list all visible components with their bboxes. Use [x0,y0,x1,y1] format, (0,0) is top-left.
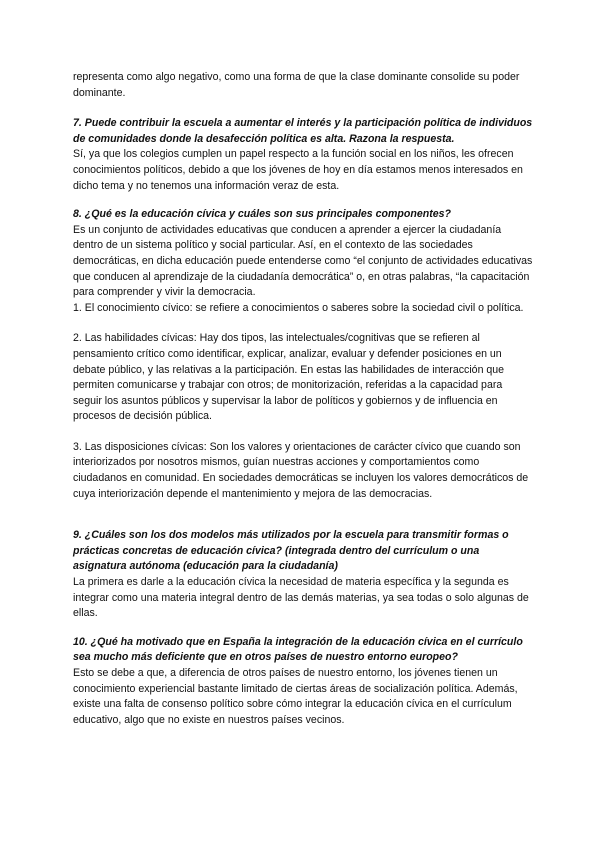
question-8: 8. ¿Qué es la educación cívica y cuáles son sus principales componentes? [73,208,451,221]
answer-10: Esto se debe a que, a diferencia de otros países de nuestro entorno, los jóvenes tienen un conocimiento experiencial bastante limitado de ciertas áreas de socialización política. Además, existe una falta de consenso político sobre cómo integrar la educación cívica en el currículum educativo, algo que no existe en nuestros países vecinos. [73,667,518,726]
question-7: 7. Puede contribuir la escuela a aumentar el interés y la participación política de individuos de comunidades donde la desafección política es alta. Razona la respuesta. [73,117,533,145]
intro-paragraph: representa como algo negativo, como una forma de que la clase dominante consolide su poder dominante. [73,71,520,99]
answer-8-intro: Es un conjunto de actividades educativas que conducen a aprender a ejercer la ciudadanía dentro de un sistema político y social particular. Así, en el contexto de las sociedades democráticas, en dicha educación puede entenderse como “el conjunto de actividades educativas que conducen al aprendizaje de la ciudadanía democrática” o, en otras palabras, “la capacitación para comprender y vivir la democracia. [73,223,533,299]
document-page [73,70,533,728]
answer-9: La primera es darle a la educación cívica la necesidad de materia específica y la segunda es integrar como una materia integral dentro de las demás materias, ya sea todas o solo algunas de ellas. [73,576,529,620]
answer-8-component-2: 2. Las habilidades cívicas: Hay dos tipos, las intelectuales/cognitivas que se refieren al pensamiento crítico como identificar, explicar, analizar, evaluar y defender posiciones en un debate público, y las relativas a la participación. En estas las habilidades de interacción que permiten comunicarse y trabajar con otros; de monitorización, referidas a la capacidad para seguir los asuntos públicos y supervisar la labor de políticos y gobiernos y de influencia en procesos de decisión pública. [73,332,505,423]
question-10: 10. ¿Qué ha motivado que en España la integración de la educación cívica en el currículo sea mucho más deficiente que en otros países de nuestro entorno europeo? [73,635,523,664]
question-9: 9. ¿Cuáles son los dos modelos más utilizados por la escuela para transmitir formas o prácticas concretas de educación cívica? (integrada dentro del currículum o una asignatura autónoma (educación para la ciudadanía) [73,529,509,573]
answer-8-component-1: 1. El conocimiento cívico: se refiere a conocimientos o saberes sobre la sociedad civil o política. [73,301,524,314]
answer-8-component-3: 3. Las disposiciones cívicas: Son los valores y orientaciones de carácter cívico que cuando son interiorizados por nosotros mismos, guían nuestras acciones y comportamientos como ciudadanos en comunidad. En sociedades democráticas se incluyen los valores democráticos de cuya interiorización depende el mantenimiento y mejora de las democracias. [73,440,529,500]
answer-7: Sí, ya que los colegios cumplen un papel respecto a la función social en los niños, les ofrecen conocimientos políticos, debido a que los jóvenes de hoy en día estamos menos interesados en dicho tema y no tenemos una información veraz de esta. [73,148,523,192]
